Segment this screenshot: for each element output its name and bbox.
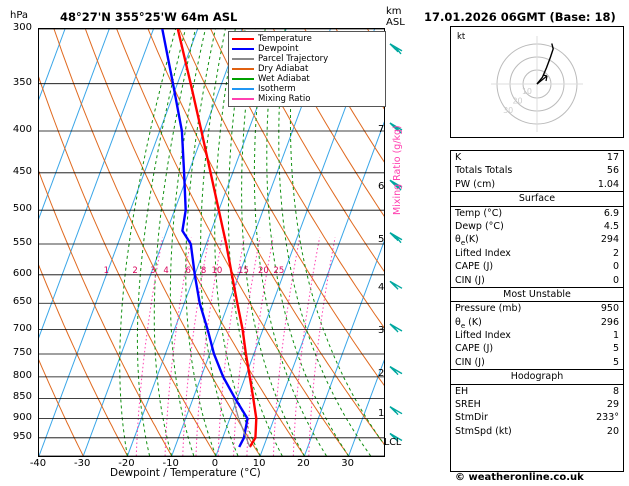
table-row-value: 8 <box>612 385 619 397</box>
legend-label: Dry Adiabat <box>258 64 309 74</box>
pressure-tick-label: 700 <box>12 322 32 334</box>
pressure-tick-label: 800 <box>12 369 32 381</box>
table-row-label: CIN (J) <box>455 274 485 286</box>
height-tick-label: 5 <box>378 233 385 245</box>
svg-text:15: 15 <box>238 265 249 276</box>
table-row-label: Dewp (°C) <box>455 220 504 232</box>
legend-swatch <box>232 58 254 60</box>
svg-text:30: 30 <box>503 105 514 115</box>
table-row <box>451 274 623 287</box>
mixing-ratio-axis-title: Mixing Ratio (g/kg) <box>392 125 403 215</box>
table-row-value: 1 <box>612 330 619 342</box>
legend-item <box>232 54 382 64</box>
legend-item <box>232 44 382 54</box>
table-row <box>451 178 623 191</box>
legend-item <box>232 84 382 94</box>
km-asl-label <box>386 6 405 28</box>
height-tick-label: 7 <box>378 124 385 136</box>
table-row <box>451 207 623 220</box>
svg-text:6: 6 <box>185 265 191 276</box>
table-surface-rows <box>451 207 623 287</box>
table-row-value: 296 <box>600 316 619 328</box>
pressure-tick-label: 950 <box>12 430 32 442</box>
table-row <box>451 356 623 369</box>
table-row-value: 294 <box>600 234 619 246</box>
legend-swatch <box>232 78 254 80</box>
table-row <box>451 411 623 424</box>
table-row <box>451 220 623 233</box>
wind-barb <box>390 324 402 332</box>
legend <box>228 31 386 107</box>
table-row-label: CAPE (J) <box>455 261 494 273</box>
table-row-label: CIN (J) <box>455 356 485 368</box>
svg-text:20: 20 <box>257 265 269 276</box>
table-row-label: $\theta_e(K)$ <box>455 234 479 248</box>
hodograph-plot <box>451 27 623 137</box>
svg-text:25: 25 <box>273 265 285 276</box>
legend-label: Parcel Trajectory <box>258 54 329 64</box>
table-row <box>451 151 623 164</box>
table-hodograph-rows <box>451 385 623 439</box>
svg-text:1: 1 <box>103 265 110 276</box>
temperature-tick-label: -30 <box>74 458 91 469</box>
table-row-label: Pressure (mb) <box>455 303 522 315</box>
legend-label: Wet Adiabat <box>258 74 310 84</box>
table-row-value: 5 <box>612 343 619 355</box>
legend-item <box>232 64 382 74</box>
hodograph-section-header: Hodograph <box>451 369 623 384</box>
table-row <box>451 260 623 273</box>
table-row <box>451 398 623 411</box>
temperature-tick-label: 20 <box>297 458 310 469</box>
table-row-value: 6.9 <box>603 207 619 219</box>
indices-table <box>450 150 624 472</box>
most-unstable-section-header: Most Unstable <box>451 287 623 302</box>
table-row-label: Temp (°C) <box>455 207 503 219</box>
legend-item <box>232 34 382 44</box>
wind-barb-column <box>386 28 420 455</box>
wind-barb <box>390 233 402 243</box>
svg-text:3: 3 <box>150 265 156 276</box>
table-row-value: 56 <box>606 165 619 177</box>
table-row-value: 4.5 <box>603 220 619 232</box>
table-row-value: 0 <box>612 261 619 273</box>
height-tick-label: 4 <box>378 282 385 294</box>
height-tick-label: 2 <box>378 367 385 379</box>
table-row-label: Totals Totals <box>455 165 513 177</box>
table-row-value: 2 <box>612 247 619 259</box>
hodograph-panel <box>450 26 624 138</box>
table-row <box>451 247 623 260</box>
legend-swatch <box>232 88 254 90</box>
asl-label: ASL <box>386 17 405 28</box>
height-tick-label: 6 <box>378 181 385 193</box>
table-row-label: PW (cm) <box>455 178 496 190</box>
table-row-label: Lifted Index <box>455 247 511 259</box>
table-top-rows <box>451 151 623 191</box>
table-row-value: 5 <box>612 356 619 368</box>
legend-label: Mixing Ratio <box>258 94 311 104</box>
table-row <box>451 233 623 246</box>
pressure-tick-label: 550 <box>12 236 32 248</box>
pressure-units-label: hPa <box>10 10 29 21</box>
table-row-value: 20 <box>606 425 619 437</box>
table-row-value: 233° <box>596 412 619 424</box>
height-tick-label: 1 <box>378 407 385 419</box>
run-title: 17.01.2026 06GMT (Base: 18) <box>424 10 616 24</box>
pressure-tick-label: 350 <box>12 76 32 88</box>
height-tick-label: 3 <box>378 325 385 337</box>
table-row-label: K <box>455 152 462 163</box>
credit-label: © weatheronline.co.uk <box>455 472 584 483</box>
temperature-tick-label: -40 <box>29 458 47 469</box>
legend-swatch <box>232 68 254 70</box>
lcl-label: LCL <box>384 437 402 448</box>
pressure-tick-label: 400 <box>12 124 32 136</box>
wind-barb <box>390 407 402 415</box>
temperature-tick-label: -10 <box>162 458 179 469</box>
pressure-tick-label: 750 <box>12 346 32 358</box>
legend-label: Isotherm <box>258 84 296 94</box>
table-row <box>451 425 623 438</box>
temperature-tick-label: 10 <box>252 458 266 469</box>
table-row-value: 1.04 <box>597 178 619 190</box>
pressure-tick-label: 300 <box>12 22 32 33</box>
pressure-tick-label: 900 <box>12 411 32 423</box>
svg-text:10: 10 <box>211 265 223 276</box>
temperature-tick-label: -20 <box>118 458 135 469</box>
table-row-value: 17 <box>606 152 619 163</box>
table-row <box>451 316 623 329</box>
table-row <box>451 385 623 398</box>
temperature-tick-label: 0 <box>211 458 219 469</box>
legend-swatch <box>232 38 254 40</box>
legend-label: Dewpoint <box>258 44 299 54</box>
table-row-value: 29 <box>606 399 619 411</box>
table-row <box>451 302 623 315</box>
table-row <box>451 164 623 177</box>
table-row <box>451 329 623 342</box>
surface-section-header: Surface <box>451 191 623 206</box>
svg-text:kt: kt <box>457 32 466 42</box>
svg-text:4: 4 <box>163 265 169 276</box>
pressure-tick-label: 500 <box>12 203 32 215</box>
table-row <box>451 342 623 355</box>
wind-barb <box>390 367 402 375</box>
table-row-label: CAPE (J) <box>455 343 494 355</box>
legend-item <box>232 94 382 104</box>
table-row-value: 0 <box>612 274 619 286</box>
table-unstable-rows <box>451 302 623 369</box>
table-row-label: $\theta_e$ (K) <box>455 316 482 330</box>
svg-text:10: 10 <box>521 87 533 97</box>
pressure-tick-label: 650 <box>12 296 32 308</box>
table-row-label: StmDir <box>455 412 488 424</box>
temperature-tick-label: 30 <box>341 458 354 469</box>
table-row-label: EH <box>455 385 469 397</box>
legend-item <box>232 74 382 84</box>
table-row-label: Lifted Index <box>455 330 511 342</box>
svg-text:2: 2 <box>132 265 138 276</box>
pressure-tick-label: 450 <box>12 165 32 177</box>
station-title: 48°27'N 355°25'W 64m ASL <box>60 10 238 24</box>
x-axis-title: Dewpoint / Temperature (°C) <box>110 467 261 479</box>
pressure-tick-label: 850 <box>12 391 32 403</box>
table-row-label: StmSpd (kt) <box>455 425 512 437</box>
legend-swatch <box>232 48 254 50</box>
table-row-label: SREH <box>455 399 481 411</box>
km-label: km <box>386 6 402 17</box>
pressure-tick-label: 600 <box>12 267 32 279</box>
legend-swatch <box>232 98 254 100</box>
svg-text:20: 20 <box>512 96 523 106</box>
legend-label: Temperature <box>258 34 312 44</box>
wind-barb <box>390 281 402 289</box>
wind-barb <box>390 44 402 54</box>
svg-text:8: 8 <box>200 265 207 276</box>
table-row-value: 950 <box>600 303 619 315</box>
